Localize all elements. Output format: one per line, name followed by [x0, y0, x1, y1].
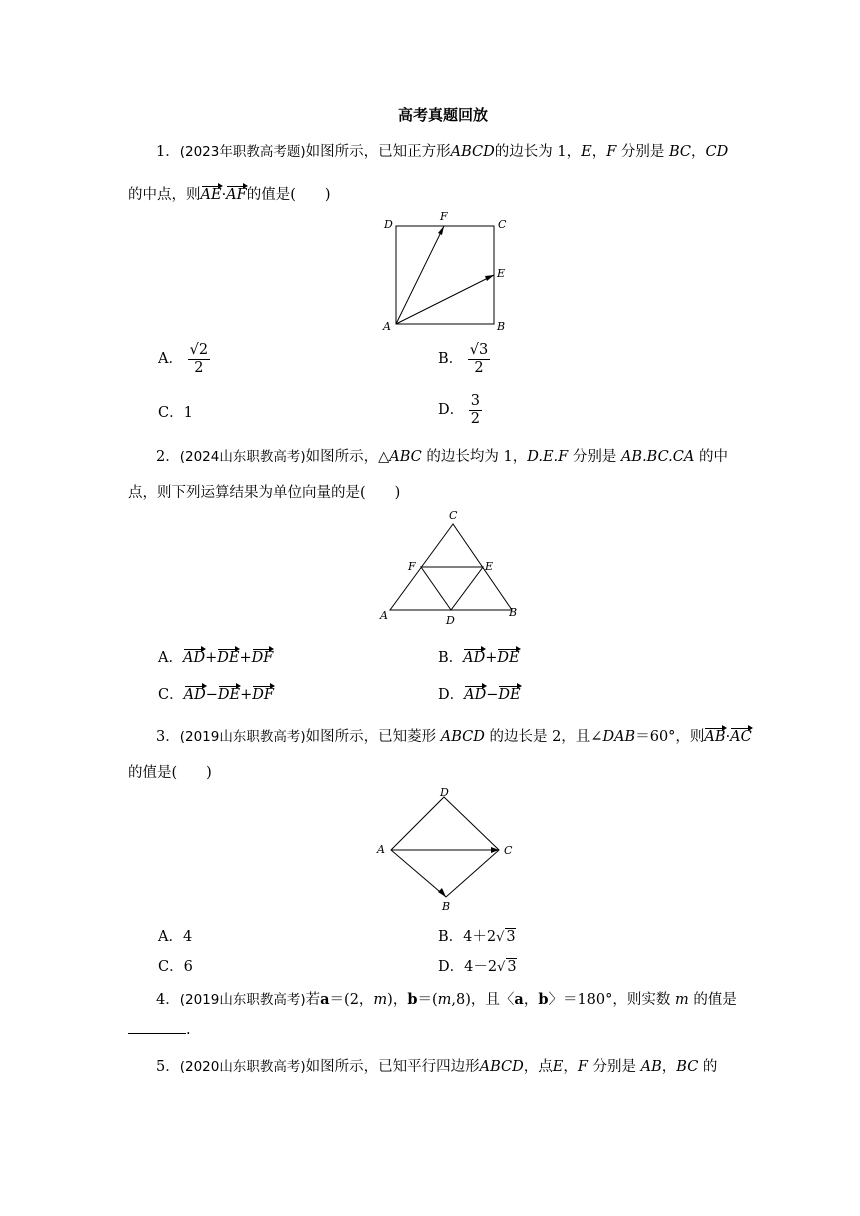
q1-option-c[interactable]: C．1	[158, 405, 193, 421]
label-b: B	[442, 900, 451, 913]
vector-de: DE	[217, 650, 240, 666]
vector-de: DE	[498, 687, 521, 703]
rhombus-outline	[391, 797, 499, 897]
question-2-line-1: 2．(2024山东职教高考)如图所示，△ABC 的边长均为 1，D.E.F 分别是 AB.BC.CA 的中	[156, 449, 728, 465]
question-2-line-2: 点，则下列运算结果为单位向量的是( )	[128, 485, 401, 501]
vector-af: AF	[226, 187, 247, 203]
operator: +	[205, 650, 218, 666]
vector-ae-line	[396, 275, 494, 324]
question-5-line-1: 5．(2020山东职教高考)如图所示，已知平行四边形ABCD，点E，F 分别是 AB，BC 的	[156, 1059, 718, 1075]
label-e: E	[485, 560, 494, 573]
q1-option-b[interactable]: B． $\frac{√3}{2}$	[438, 342, 489, 376]
vector-df: DF	[251, 650, 274, 666]
label-d: D	[446, 614, 455, 627]
vector-de: DE	[497, 650, 520, 666]
arrowhead	[438, 226, 444, 235]
label-a: A	[380, 609, 388, 622]
question-source: (2023年职教高考题)	[179, 144, 306, 160]
vector-af-line	[396, 226, 444, 324]
square-outline	[396, 226, 494, 324]
vector-ae: AE	[200, 187, 222, 203]
label-c: C	[449, 509, 458, 522]
answer-blank[interactable]	[128, 1033, 186, 1034]
arrowhead	[438, 888, 446, 897]
label-a: A	[383, 320, 391, 333]
vector-expression	[464, 687, 520, 703]
operator: +	[240, 687, 253, 703]
label-c: C	[504, 844, 513, 857]
square-figure	[378, 208, 513, 336]
vector-expression	[184, 687, 274, 703]
q2-option-d[interactable]: D．AD−DE	[438, 687, 521, 703]
q2-option-a[interactable]: A．AD+DE+DF	[158, 650, 274, 666]
vector-ac: AC	[730, 729, 752, 745]
question-4-line-1: 4．(2019山东职教高考)若a＝(2，m)，b＝(m,8)，且〈a，b〉＝180°，则实数 m 的值是	[156, 991, 737, 1008]
vector-ad: AD	[182, 650, 206, 666]
q3-option-c[interactable]: C．6	[158, 959, 193, 975]
label-b: B	[497, 320, 506, 333]
triangle-figure	[376, 506, 526, 628]
inner-triangle	[421, 567, 483, 610]
operator: −	[205, 687, 218, 703]
label-f: F	[408, 560, 416, 573]
q3-option-b[interactable]: B．4＋2√ 3	[438, 929, 516, 945]
arrowhead	[491, 847, 499, 853]
operator: −	[486, 687, 499, 703]
label-c: C	[498, 218, 507, 231]
label-b: B	[509, 606, 518, 619]
question-number: 1．	[156, 144, 180, 160]
vector-de: DE	[217, 687, 241, 703]
vector-expression	[463, 650, 519, 666]
q1-option-d[interactable]: D． $\frac{3}{2}$	[438, 393, 480, 427]
question-3-line-1: 3．(2019山东职教高考)如图所示，已知菱形 ABCD 的边长是 2，且∠DAB＝60°，则AB·AC	[156, 729, 752, 745]
q2-option-c[interactable]: C．AD−DE+DF	[158, 687, 274, 703]
page-title: 高考真题回放	[398, 106, 489, 124]
operator: +	[239, 650, 252, 666]
question-1-line-1: 1．(2023年职教高考题)如图所示，已知正方形ABCD的边长为 1，E，F 分别是 BC，CD	[156, 144, 729, 160]
vector-ad: AD	[464, 687, 487, 703]
q1-option-a[interactable]: A． $\frac{√2}{2}$	[158, 342, 209, 376]
vector-expression	[183, 650, 273, 666]
label-d: D	[440, 786, 449, 799]
fraction: $\frac{√2}{2}$	[189, 342, 209, 376]
label-d: D	[384, 218, 393, 231]
question-4-answer: .	[128, 1022, 191, 1038]
vector-ad: AD	[183, 687, 206, 703]
vector-df: DF	[252, 687, 274, 703]
label-a: A	[377, 843, 385, 856]
q3-option-a[interactable]: A．4	[158, 929, 193, 945]
vector-ab: AB	[704, 729, 726, 745]
q2-option-b[interactable]: B．AD+DE	[438, 650, 520, 666]
question-1-line-2: 的中点，则AE·AF的值是( )	[128, 187, 331, 203]
q3-option-d[interactable]: D．4－2√ 3	[438, 959, 517, 975]
vector-ad: AD	[463, 650, 486, 666]
fraction: $\frac{3}{2}$	[470, 393, 480, 427]
fraction: $\frac{√3}{2}$	[469, 342, 489, 376]
label-f: F	[440, 210, 448, 223]
rhombus-figure	[372, 784, 522, 914]
question-3-line-2: 的值是( )	[128, 765, 212, 781]
operator: +	[485, 650, 498, 666]
arrowhead	[485, 275, 494, 281]
label-e: E	[497, 267, 506, 280]
